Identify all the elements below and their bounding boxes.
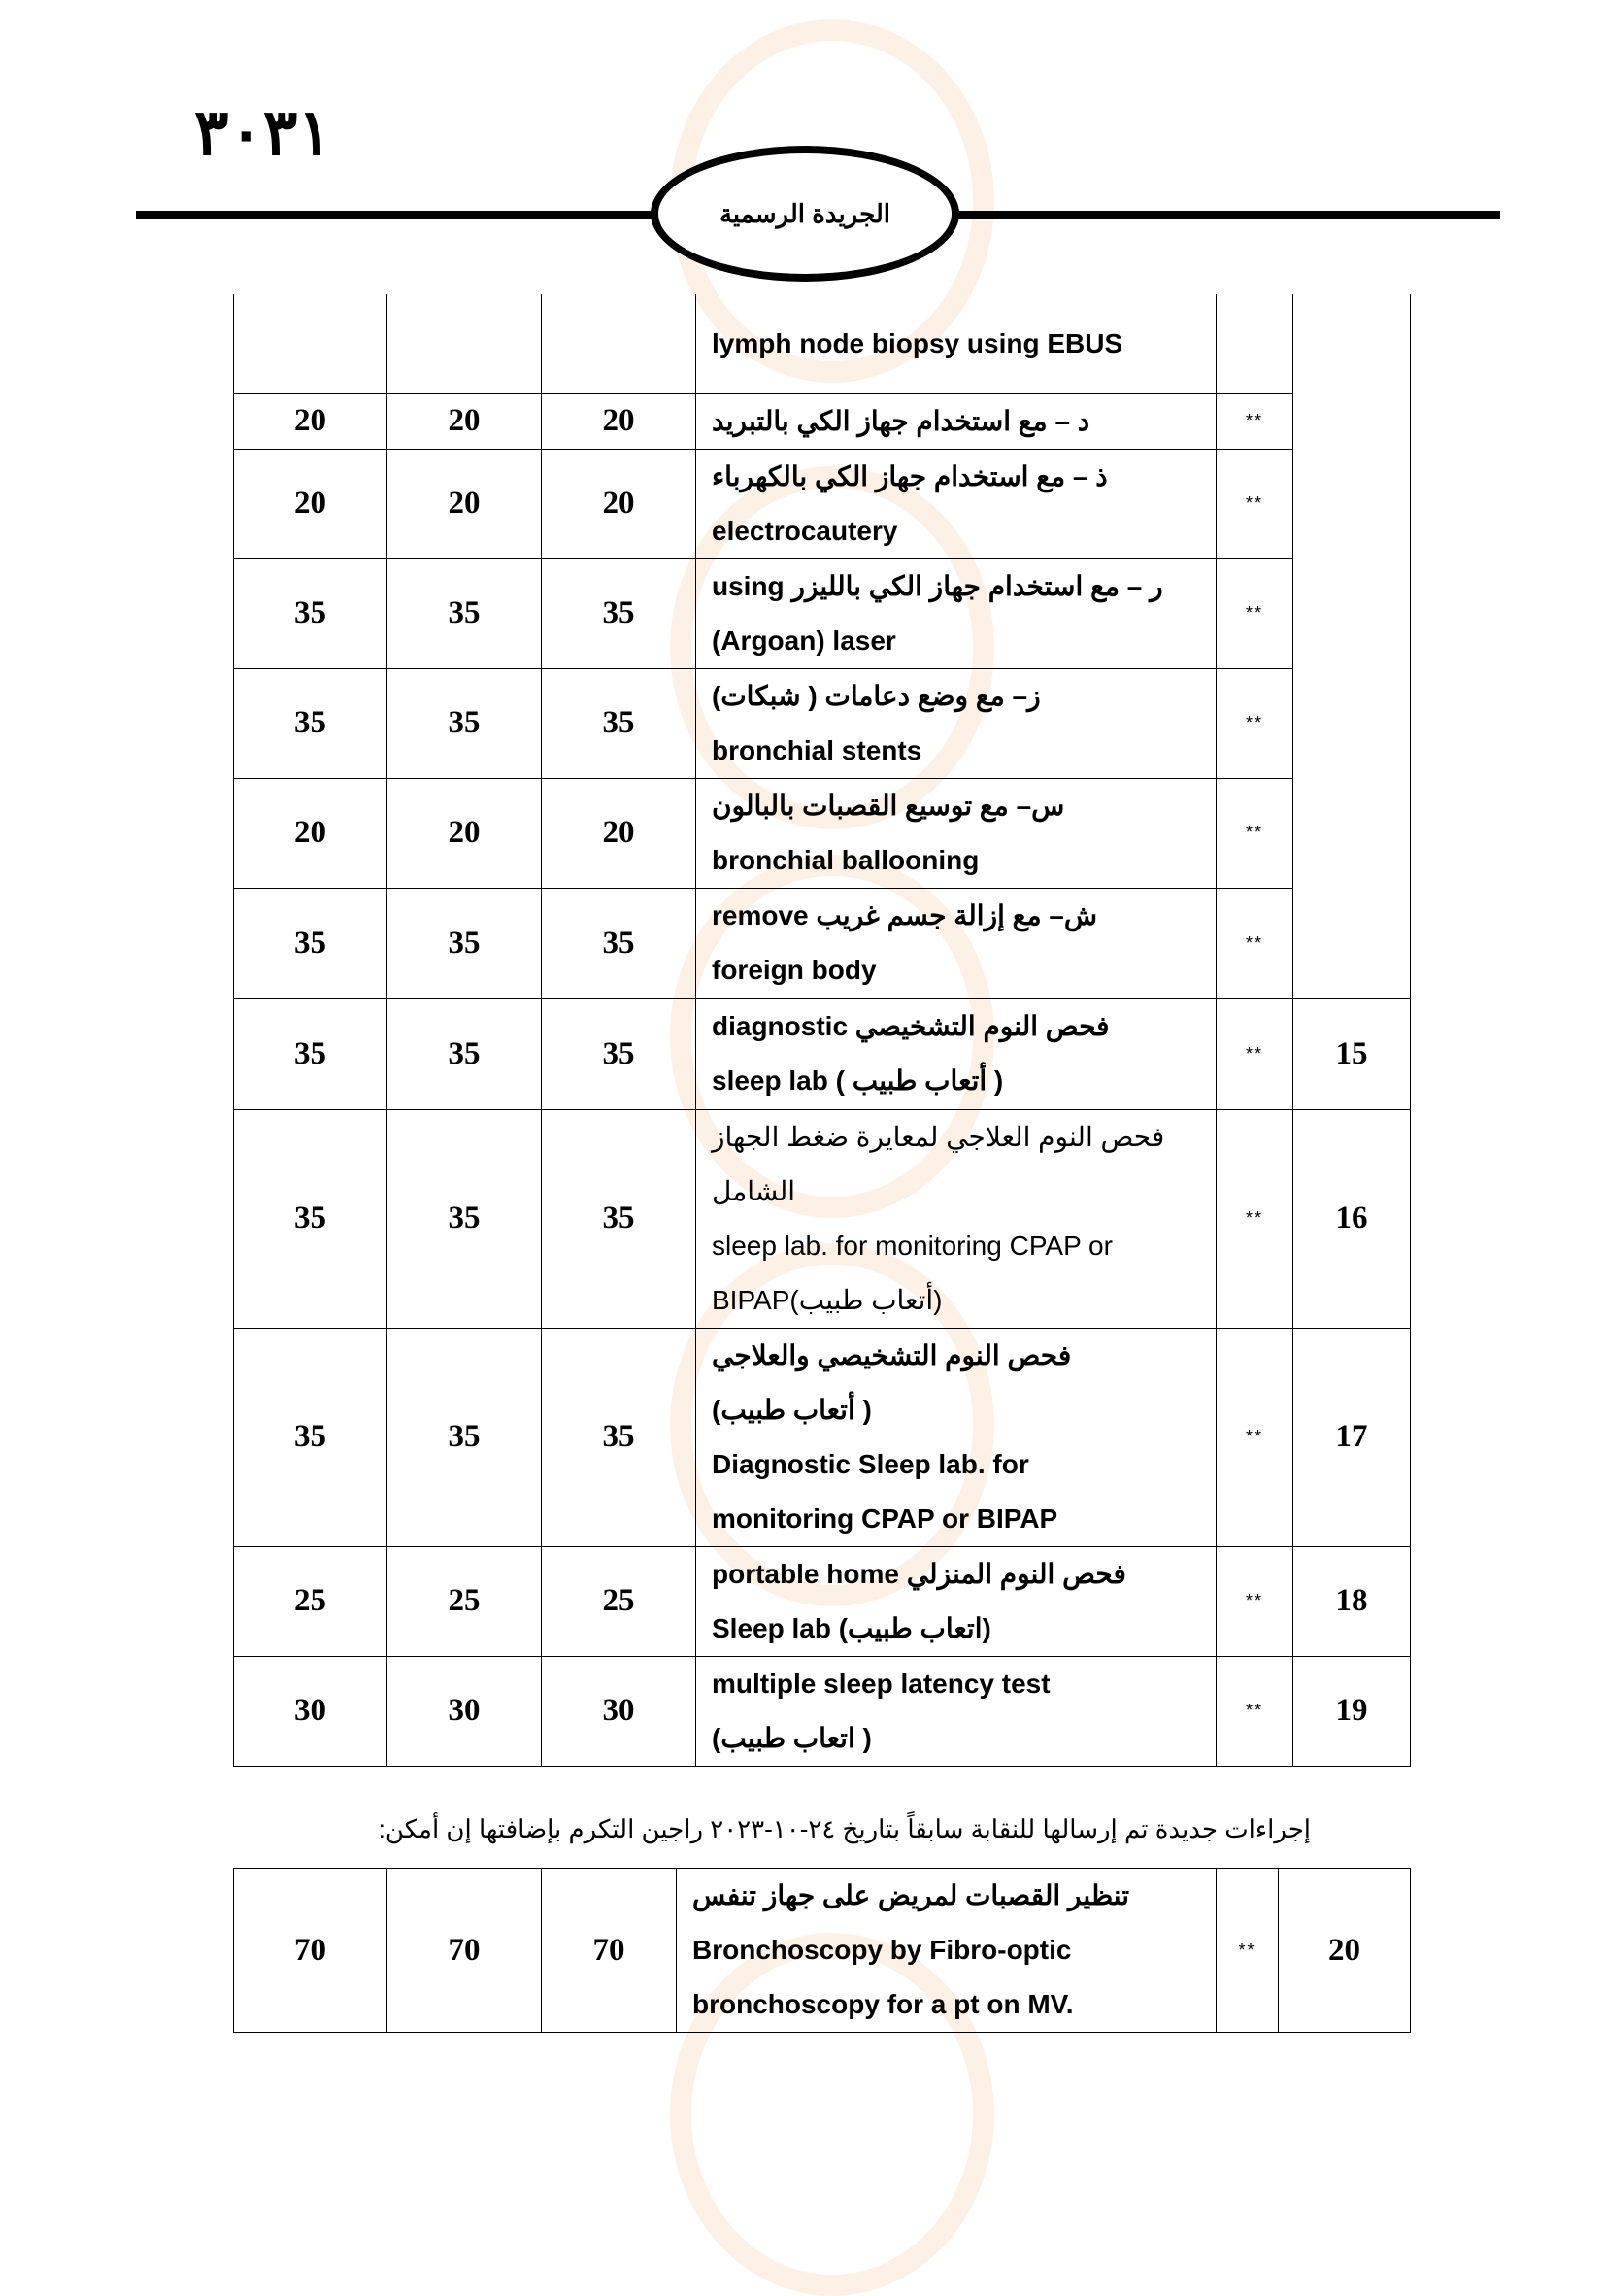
mark-cell: **: [1217, 1869, 1279, 2033]
fee-cell: 35: [387, 558, 542, 668]
fee-cell: 35: [542, 1109, 696, 1328]
description-line: bronchoscopy for a pt on MV.: [692, 1989, 1074, 2019]
mark-cell: **: [1217, 668, 1293, 778]
mark-cell: **: [1217, 1328, 1293, 1546]
description-line: bronchial stents: [712, 734, 922, 765]
mark-cell: **: [1217, 888, 1293, 998]
procedure-description: [696, 294, 1217, 393]
fee-cell: 20: [542, 778, 696, 888]
fee-cell: 20: [387, 393, 542, 449]
description-line: ز– مع وضع دعامات ( شبكات): [712, 680, 1041, 711]
table-row: [234, 1869, 1411, 2033]
description-line: foreign body: [712, 955, 877, 985]
fee-cell: [234, 294, 387, 393]
mark-cell: **: [1217, 1546, 1293, 1656]
fee-cell: 20: [234, 393, 387, 449]
fee-cell: 30: [387, 1656, 542, 1766]
mark-cell: **: [1217, 449, 1293, 558]
description-line: تنظير القصبات لمريض على جهاز تنفس: [692, 1880, 1130, 1910]
fee-cell: 25: [234, 1546, 387, 1656]
mark-cell: **: [1217, 558, 1293, 668]
description-line: فحص النوم العلاجي لمعايرة ضغط الجهاز: [712, 1121, 1165, 1152]
description-line: (Argoan) laser: [712, 625, 896, 656]
fee-cell: [387, 294, 542, 393]
item-number-cell: 17: [1293, 1328, 1411, 1546]
table-row: [234, 449, 1411, 558]
description-line: ش– مع إزالة جسم غريب remove: [712, 900, 1098, 930]
item-number-cell: 16: [1293, 1109, 1411, 1328]
fee-cell: 70: [387, 1869, 542, 2033]
procedure-description: [677, 1869, 1217, 2033]
fee-cell: 35: [234, 1109, 387, 1328]
item-number-cell: 19: [1293, 1656, 1411, 1766]
procedure-description: [696, 1656, 1217, 1766]
procedure-description: [696, 888, 1217, 998]
mark-cell: **: [1217, 393, 1293, 449]
description-line: فحص النوم المنزلي portable home: [712, 1558, 1126, 1589]
fee-cell: 30: [234, 1656, 387, 1766]
description-line: ( اتعاب طبيب): [712, 1722, 872, 1753]
procedure-description: [696, 449, 1217, 558]
fee-cell: 20: [387, 449, 542, 558]
fee-cell: 35: [234, 668, 387, 778]
table-row: [234, 998, 1411, 1109]
fee-cell: [542, 294, 696, 393]
fee-cell: 35: [234, 1328, 387, 1546]
fee-cell: 20: [234, 449, 387, 558]
description-line: bronchial ballooning: [712, 844, 980, 875]
fee-cell: 35: [387, 1328, 542, 1546]
item-number-cell: 20: [1279, 1869, 1411, 2033]
description-line: BIPAP(أتعاب طبيب): [712, 1284, 943, 1315]
description-line: Diagnostic Sleep lab. for: [712, 1448, 1029, 1479]
description-line: electrocautery: [712, 515, 898, 546]
table-row: [234, 1328, 1411, 1546]
new-procedures-table: [233, 1868, 1411, 2033]
description-line: ( أتعاب طبيب): [712, 1394, 872, 1425]
fee-cell: 70: [234, 1869, 387, 2033]
page-number: ٣٠٣١: [194, 98, 332, 169]
fee-cell: 20: [234, 778, 387, 888]
fees-table: [233, 294, 1411, 1767]
fee-cell: 35: [542, 998, 696, 1109]
description-line: lymph node biopsy using EBUS: [712, 327, 1123, 358]
fee-cell: 30: [542, 1656, 696, 1766]
fee-cell: 20: [542, 393, 696, 449]
description-line: sleep lab. for monitoring CPAP or: [712, 1230, 1113, 1261]
table-row: [234, 888, 1411, 998]
description-line: monitoring CPAP or BIPAP: [712, 1503, 1058, 1534]
description-line: الشامل: [712, 1175, 796, 1206]
table-row: [234, 778, 1411, 888]
description-line: Sleep lab (اتعاب طبيب): [712, 1612, 991, 1643]
description-line: ذ – مع استخدام جهاز الكي بالكهرباء: [712, 460, 1108, 491]
description-line: ر – مع استخدام جهاز الكي بالليزر using: [712, 570, 1163, 601]
description-line: فحص النوم التشخيصي diagnostic: [712, 1011, 1110, 1041]
fee-cell: 35: [387, 1109, 542, 1328]
fee-cell: 35: [542, 668, 696, 778]
table-row: [234, 558, 1411, 668]
new-procedures-note: إجراءات جديدة تم إرسالها للنقابة سابقاً بتاريخ ٢٤-١٠-٢٠٢٣ راجين التكرم بإضافتها إن أمكن:: [378, 1814, 1311, 1843]
fee-cell: 35: [387, 888, 542, 998]
fee-cell: 25: [542, 1546, 696, 1656]
procedure-description: [696, 1546, 1217, 1656]
description-line: د – مع استخدام جهاز الكي بالتبريد: [712, 405, 1090, 436]
fee-cell: 70: [542, 1869, 677, 2033]
procedure-description: [696, 778, 1217, 888]
procedure-description: [696, 1328, 1217, 1546]
mark-cell: **: [1217, 998, 1293, 1109]
procedure-description: [696, 558, 1217, 668]
fee-cell: 35: [387, 668, 542, 778]
fee-cell: 35: [542, 888, 696, 998]
mark-cell: [1217, 294, 1293, 393]
publication-title: الجريدة الرسمية: [719, 198, 891, 228]
fee-cell: 35: [234, 558, 387, 668]
table-row: [234, 1656, 1411, 1766]
mark-cell: **: [1217, 778, 1293, 888]
procedure-description: [696, 668, 1217, 778]
item-number-cell: 18: [1293, 1546, 1411, 1656]
item-number-cell: 15: [1293, 998, 1411, 1109]
procedure-description: [696, 393, 1217, 449]
description-line: Bronchoscopy by Fibro-optic: [692, 1935, 1072, 1965]
fee-cell: 35: [542, 1328, 696, 1546]
mark-cell: **: [1217, 1109, 1293, 1328]
fee-cell: 20: [387, 778, 542, 888]
fee-cell: 35: [542, 558, 696, 668]
description-line: فحص النوم التشخيصي والعلاجي: [712, 1339, 1072, 1370]
description-line: sleep lab ( أتعاب طبيب ): [712, 1065, 1004, 1096]
table-row: [234, 1109, 1411, 1328]
fee-cell: 35: [387, 998, 542, 1109]
table-row: [234, 393, 1411, 449]
table-row: [234, 294, 1411, 393]
fee-cell: 25: [387, 1546, 542, 1656]
procedure-description: [696, 998, 1217, 1109]
description-line: س– مع توسيع القصبات بالبالون: [712, 790, 1065, 821]
table-row: [234, 1546, 1411, 1656]
item-number-cell: [1293, 294, 1411, 998]
fee-cell: 35: [234, 888, 387, 998]
mark-cell: **: [1217, 1656, 1293, 1766]
fee-cell: 35: [234, 998, 387, 1109]
fee-cell: 20: [542, 449, 696, 558]
publication-badge: [651, 146, 959, 282]
procedure-description: [696, 1109, 1217, 1328]
table-row: [234, 668, 1411, 778]
description-line: multiple sleep latency test: [712, 1668, 1051, 1699]
